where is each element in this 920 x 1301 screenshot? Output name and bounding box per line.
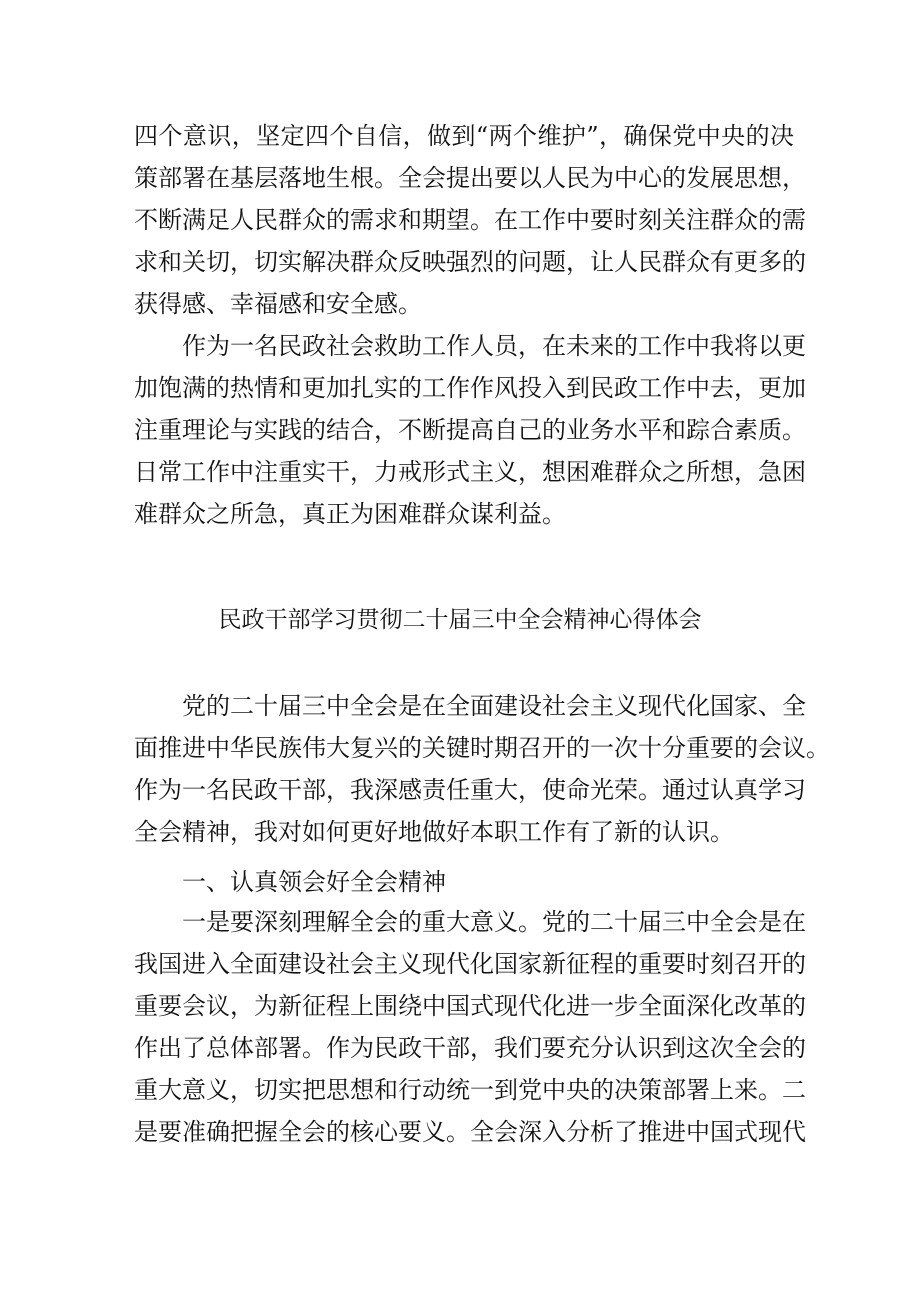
paragraph-line: 作为一名民政社会救助工作人员，在未来的工作中我将以更 <box>182 332 806 360</box>
paragraph-line: 党的二十届三中全会是在全面建设社会主义现代化国家、全 <box>182 692 806 720</box>
section-heading: 一、认真领会好全会精神 <box>182 868 446 896</box>
paragraph-line: 求和关切，切实解决群众反映强烈的问题，让人民群众有更多的 <box>134 248 806 276</box>
paragraph-line: 难群众之所急，真正为困难群众谋利益。 <box>134 500 566 528</box>
paragraph-line: 面推进中华民族伟大复兴的关键时期召开的一次十分重要的会议。 <box>134 734 830 762</box>
paragraph-line: 不断满足人民群众的需求和期望。在工作中要时刻关注群众的需 <box>134 206 806 234</box>
paragraph-line: 注重理论与实践的结合，不断提高自己的业务水平和踪合素质。 <box>134 416 806 444</box>
paragraph-line: 我国进入全面建设社会主义现代化国家新征程的重要时刻召开的 <box>134 950 806 978</box>
paragraph-line: 获得感、幸福感和安全感。 <box>134 290 422 318</box>
paragraph-line: 四个意识，坚定四个自信，做到“两个维护”，确保党中央的决 <box>134 122 794 150</box>
paragraph-line: 日常工作中注重实干，力戒形式主义，想困难群众之所想，急困 <box>134 458 806 486</box>
paragraph-line: 加饱满的热情和更加扎实的工作作风投入到民政工作中去，更加 <box>134 374 806 402</box>
paragraph-line: 是要准确把握全会的核心要义。全会深入分析了推进中国式现代 <box>134 1118 806 1146</box>
paragraph-line: 一是要深刻理解全会的重大意义。党的二十届三中全会是在 <box>182 908 806 936</box>
paragraph-line: 重大意义，切实把思想和行动统一到党中央的决策部署上来。二 <box>134 1076 806 1104</box>
document-title: 民政干部学习贯彻二十届三中全会精神心得体会 <box>218 607 702 633</box>
paragraph-line: 全会精神，我对如何更好地做好本职工作有了新的认识。 <box>134 818 734 846</box>
paragraph-line: 作出了总体部署。作为民政干部，我们要充分认识到这次全会的 <box>134 1034 806 1062</box>
paragraph-line: 策部署在基层落地生根。全会提出要以人民为中心的发展思想， <box>134 164 806 192</box>
paragraph-line: 作为一名民政干部，我深感责任重大，使命光荣。通过认真学习 <box>134 776 806 804</box>
paragraph-line: 重要会议，为新征程上围绕中国式现代化进一步全面深化改革的 <box>134 992 806 1020</box>
